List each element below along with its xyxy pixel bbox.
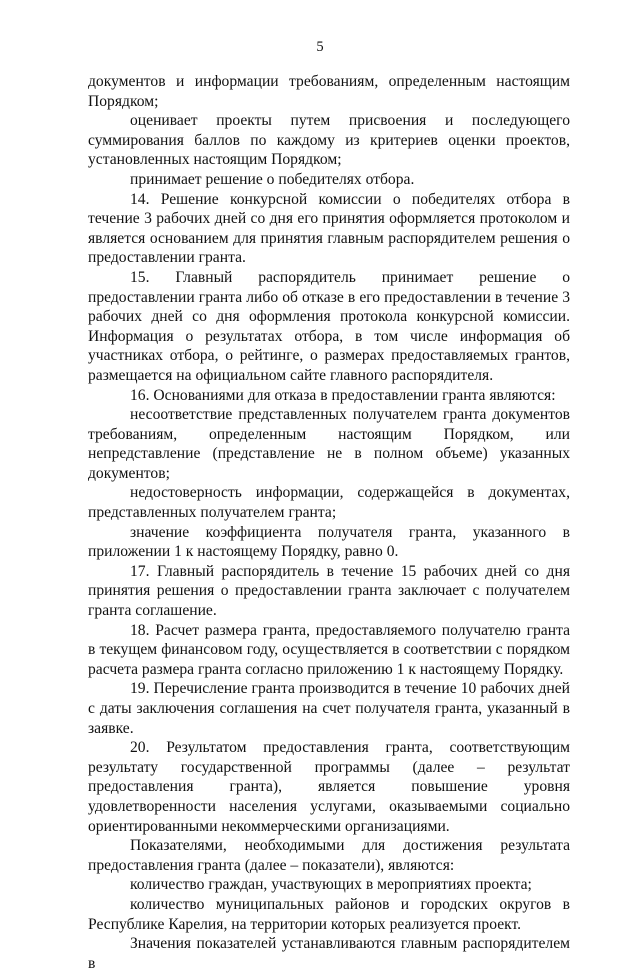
paragraph: 15. Главный распорядитель принимает решение о предоставлении гранта либо об отказе в его предоставлении в течение 3 рабочих дней со дня оформления протокола конкурсной комиссии. Информация о результатах отбора, в том числе информация об участниках отбора, о рейтинге, о размерах предоставляемых грантов, размещается на официальном сайте главного распорядителя. [88,268,570,384]
paragraph: 16. Основаниями для отказа в предоставлении гранта являются: [130,386,556,404]
paragraph: 17. Главный распорядитель в течение 15 рабочих дней со дня принятия решения о предоставлении гранта заключает с получателем гранта соглашение. [88,562,570,620]
paragraph: несоответствие представленных получателем гранта документов требованиям, определенным настоящим Порядком, или непредставление (представление не в полном объеме) указанных документов; [88,406,570,482]
paragraph: 14. Решение конкурсной комиссии о победителях отбора в течение 3 рабочих дней со дня его принятия оформляется протоколом и является основанием для принятия главным распорядителем решения о предоставлении гранта. [88,190,570,267]
paragraph: документов и информации требованиям, определенным настоящим Порядком; [88,73,570,110]
document-body [88,72,570,973]
paragraph: количество муниципальных районов и городских округов в Республике Карелия, на территории которых реализуется проект. [88,895,570,933]
paragraph: 18. Расчет размера гранта, предоставляемого получателю гранта в текущем финансовом году, осуществляется в соответствии с порядком расчета размера гранта согласно приложению 1 к настоящему Порядку. [88,621,570,678]
paragraph: количество граждан, участвующих в мероприятиях проекта; [130,876,532,894]
paragraph: 20. Результатом предоставления гранта, соответствующим результату государственной программы (далее – результат предоставления гранта), является повышение уровня удовлетворенности населения услугами, оказываемыми социально ориентированными некоммерческими организациями. [88,739,570,835]
paragraph: недостоверность информации, содержащейся в документах, представленных получателем гранта; [88,484,570,522]
paragraph: Показателями, необходимыми для достижения результата предоставления гранта (далее – показатели), являются: [88,837,570,874]
paragraph: Значения показателей устанавливаются главным распорядителем в [88,935,570,972]
page-number: 5 [316,39,324,55]
paragraph: 19. Перечисление гранта производится в течение 10 рабочих дней с даты заключения соглашения на счет получателя гранта, указанный в заявке. [88,680,570,737]
paragraph: принимает решение о победителях отбора. [130,170,415,188]
paragraph: значение коэффициента получателя гранта, указанного в приложении 1 к настоящему Порядку, равно 0. [88,523,570,561]
paragraph: оценивает проекты путем присвоения и последующего суммирования баллов по каждому из критериев оценки проектов, установленных настоящим Порядком; [88,112,570,169]
